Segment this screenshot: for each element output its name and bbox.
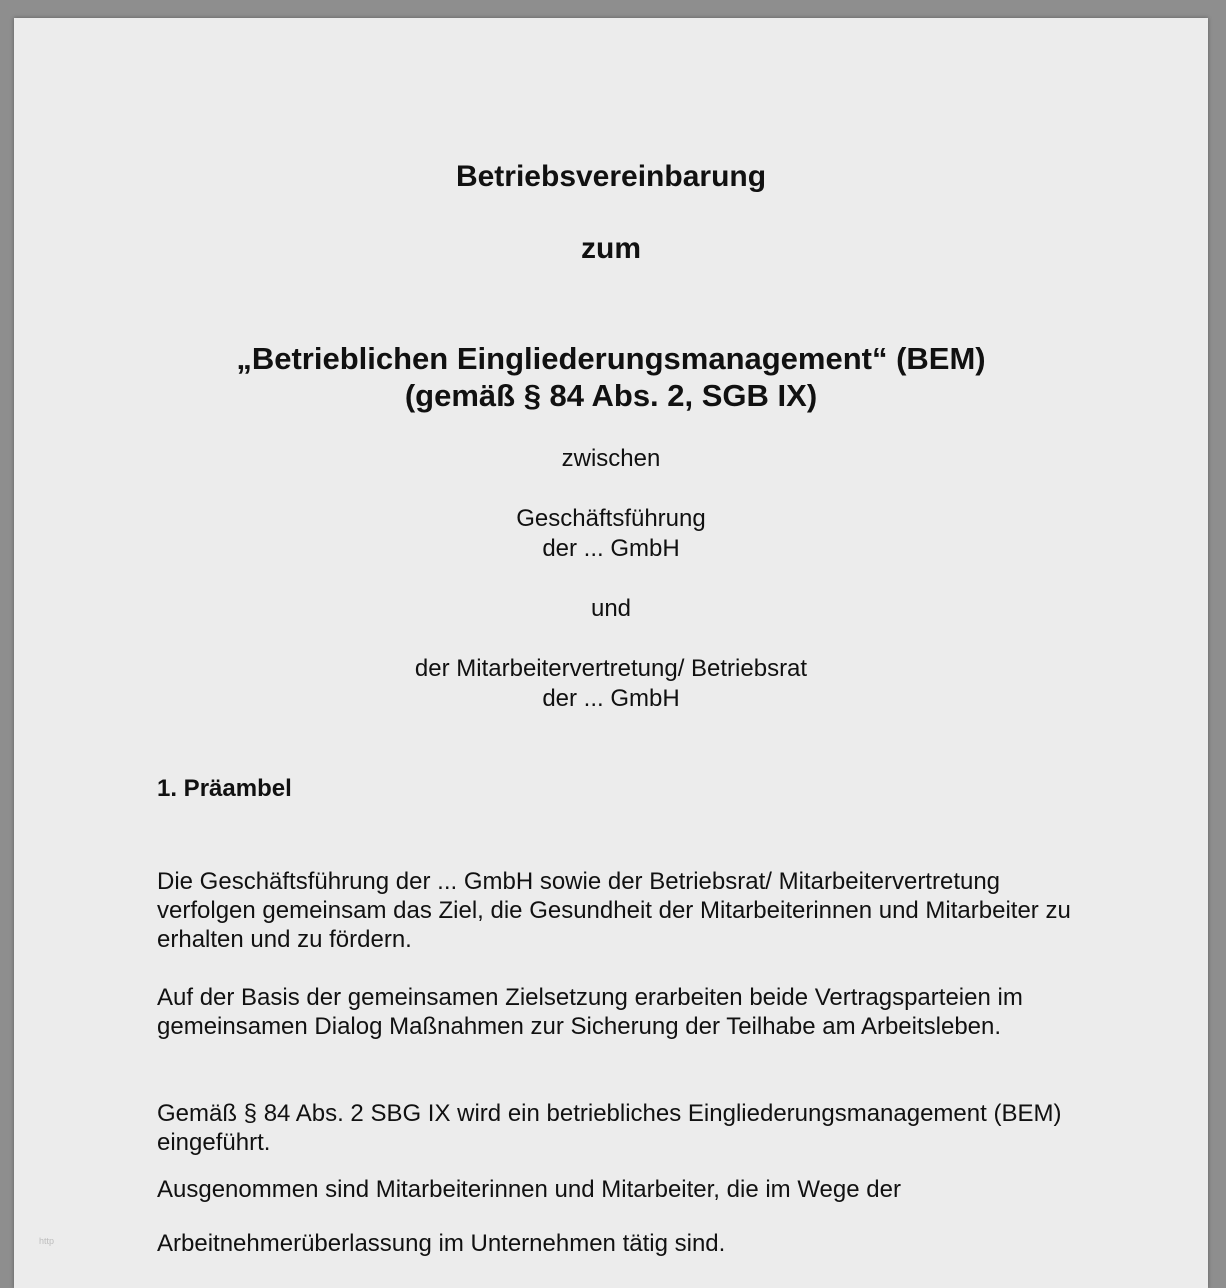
party2-line1: der Mitarbeitervertretung/ Betriebsrat	[414, 655, 808, 682]
und-text: und	[590, 595, 632, 622]
party2-line2: der ... GmbH	[542, 685, 680, 712]
document-zum: zum	[581, 232, 641, 265]
document-title: Betriebsvereinbarung	[455, 160, 767, 193]
paragraph-2: Auf der Basis der gemeinsamen Zielsetzung erarbeiten beide Vertragsparteien im gemeinsamen Dialog Maßnahmen zur Sicherung der Teilhabe am Arbeitsleben.	[157, 984, 1023, 1040]
section-heading-praeambel: 1. Präambel	[157, 775, 292, 802]
paragraph-1: Die Geschäftsführung der ... GmbH sowie der Betriebsrat/ Mitarbeitervertretung verfolgen gemeinsam das Ziel, die Gesundheit der Mitarbeiterinnen und Mitarbeiter zu erhalten und zu fördern.	[157, 868, 1071, 953]
paragraph-4: Ausgenommen sind Mitarbeiterinnen und Mitarbeiter, die im Wege der	[157, 1176, 901, 1203]
document-subtitle-line2: (gemäß § 84 Abs. 2, SGB IX)	[404, 378, 818, 413]
document-subtitle-line1: „Betrieblichen Eingliederungsmanagement“ (BEM)	[236, 341, 986, 376]
watermark-text: http	[39, 1236, 55, 1246]
paragraph-3: Gemäß § 84 Abs. 2 SBG IX wird ein betriebliches Eingliederungsmanagement (BEM) eingeführt.	[157, 1100, 1062, 1156]
party1-line1: Geschäftsführung	[516, 505, 706, 532]
zwischen-text: zwischen	[561, 445, 661, 472]
party1-line2: der ... GmbH	[542, 535, 680, 562]
document-page	[14, 18, 1208, 1288]
paragraph-5: Arbeitnehmerüberlassung im Unternehmen tätig sind.	[157, 1230, 726, 1257]
